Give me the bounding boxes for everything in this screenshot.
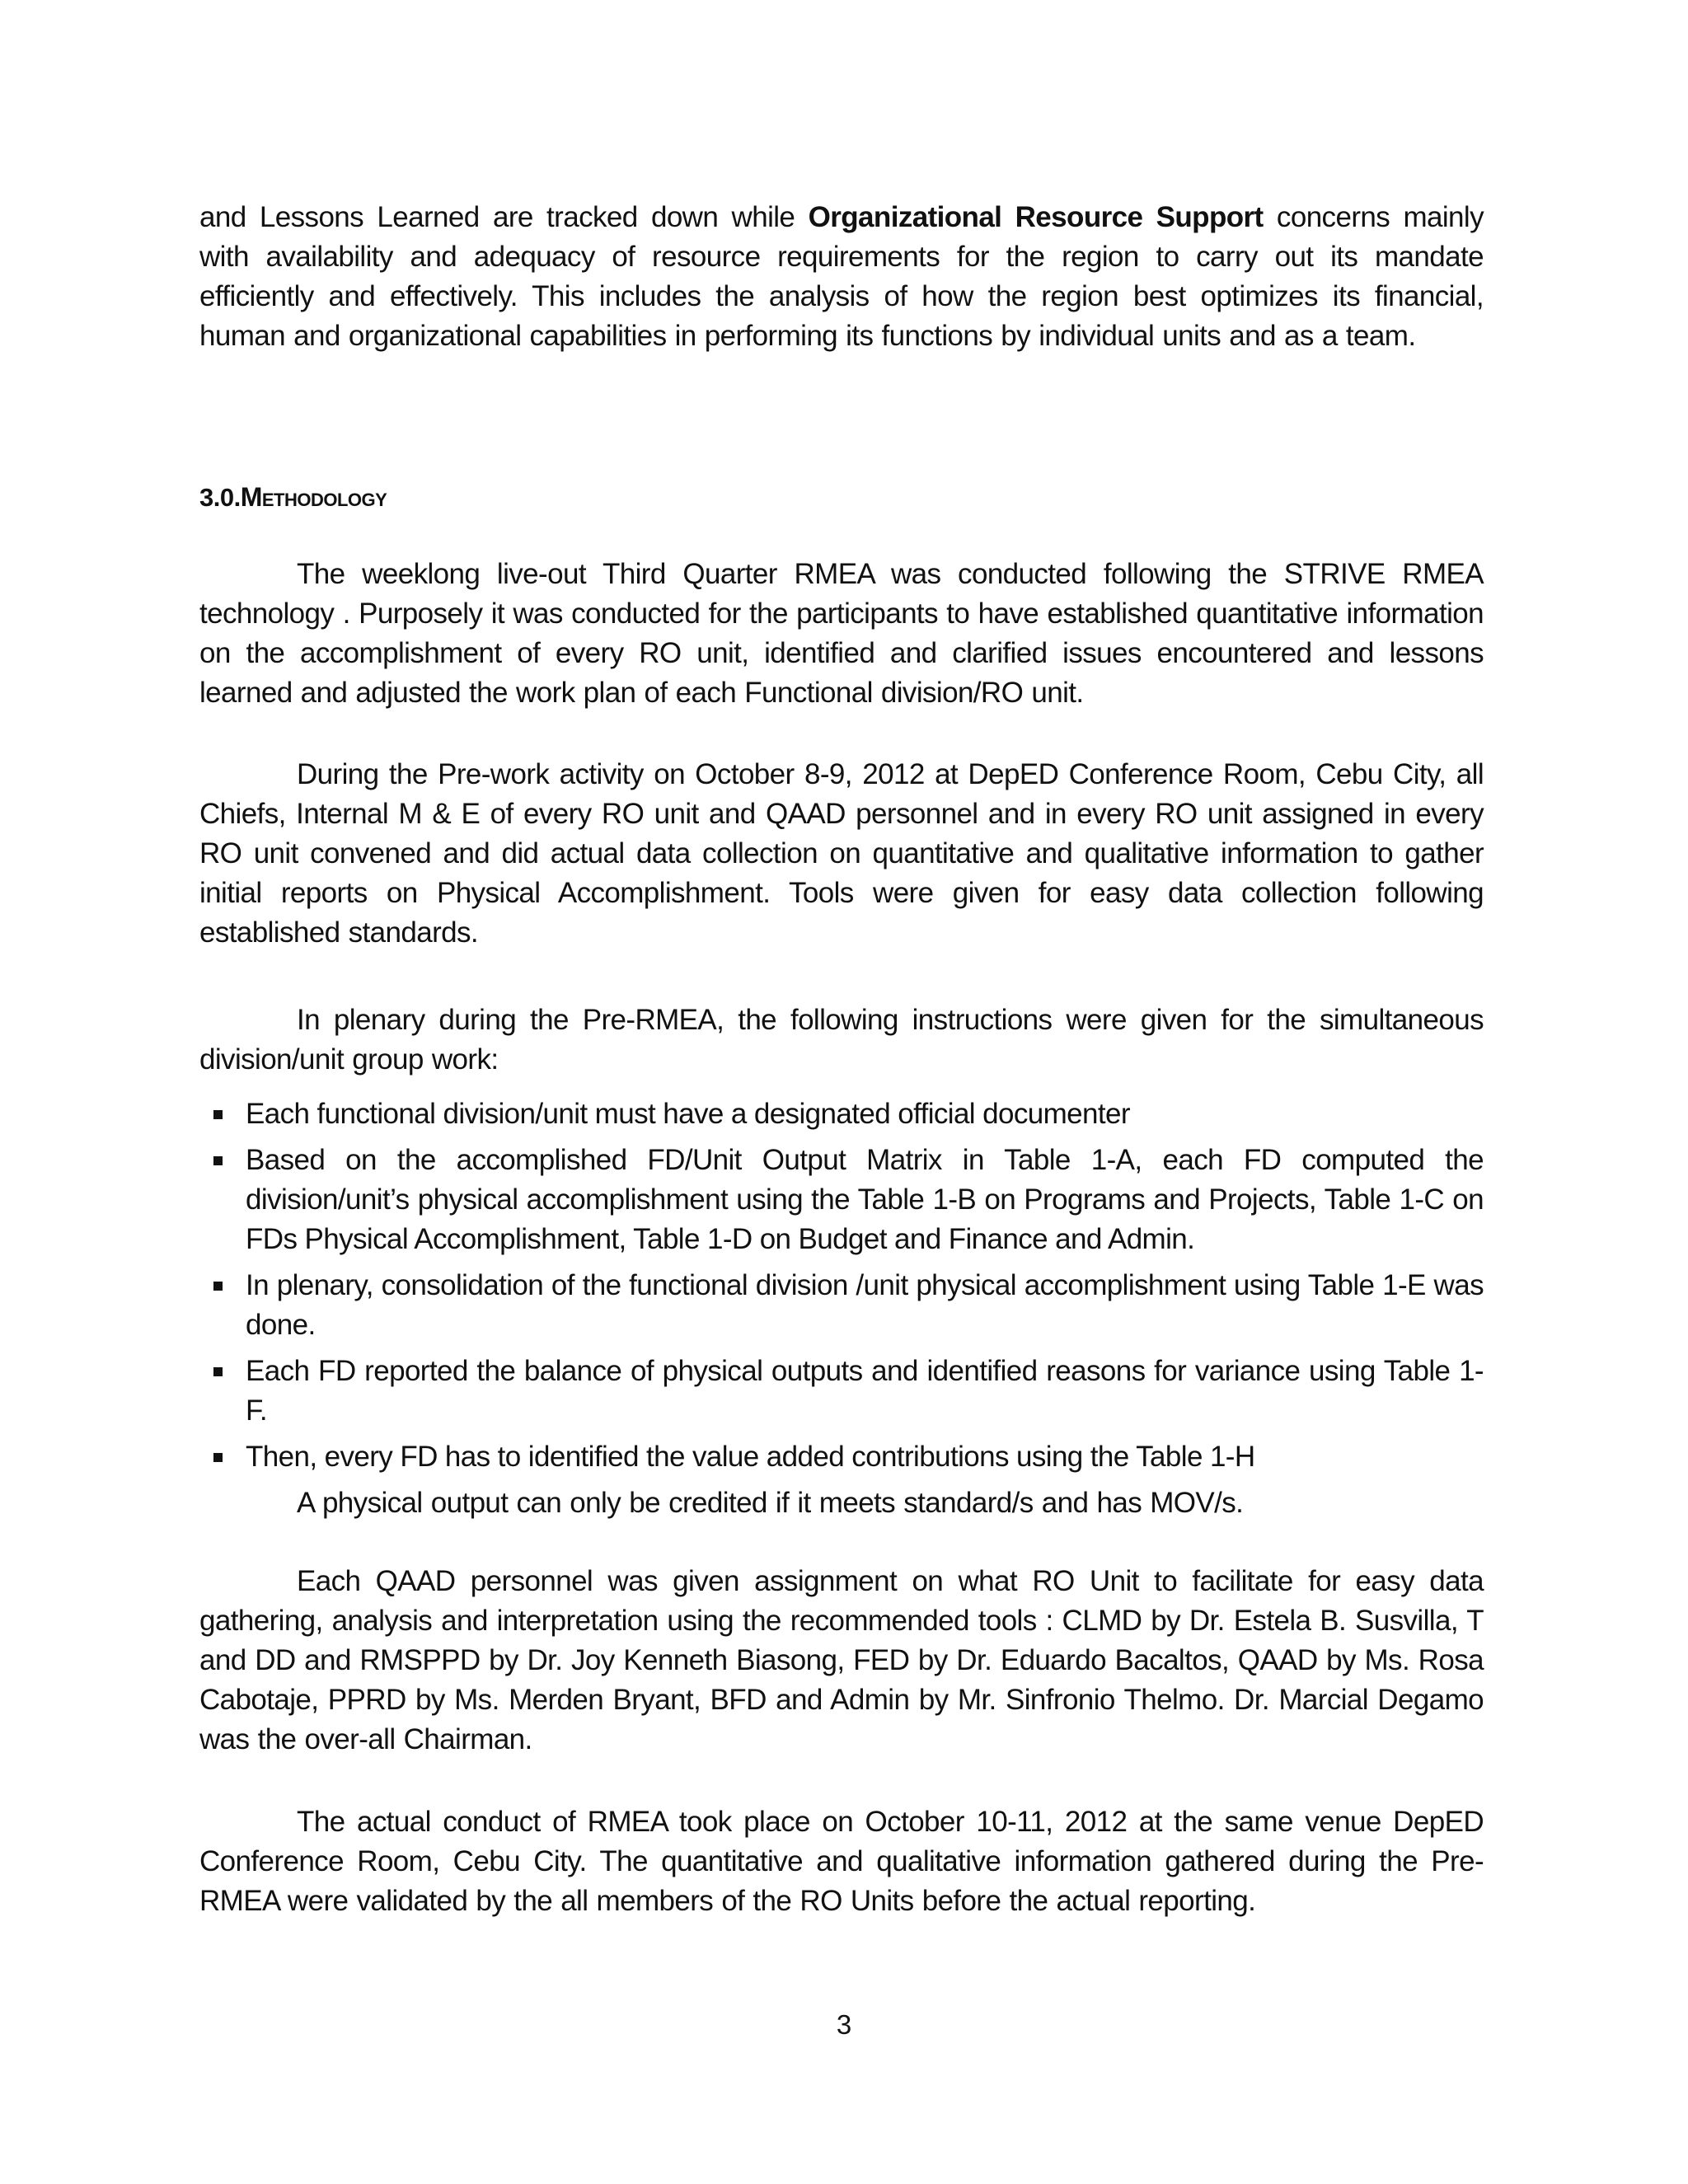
list-item-text: In plenary, consolidation of the functional division /unit physical accomplishment using Table 1-E was done. [246,1269,1484,1341]
square-bullet-icon [213,1110,223,1119]
list-item-text: Based on the accomplished FD/Unit Output Matrix in Table 1-A, each FD computed the division/unit’s physical accomplishment using the Table 1-B on Programs and Projects, Table 1-C on FDs Physical Accomplishment, Table 1-D on Budget and Finance and Admin. [246,1144,1484,1255]
square-bullet-icon [213,1367,223,1376]
section-heading-methodology [199,482,387,513]
list-item [199,1141,1484,1259]
paragraph-qaad-assignments: Each QAAD personnel was given assignment on what RO Unit to facilitate for easy data gathering, analysis and interpretation using the recommended tools : CLMD by Dr. Estela B. Susvilla, T and DD and RMSPPD by Dr. Joy Kenneth Biasong, FED by Dr. Eduardo Bacaltos, QAAD by Ms. Rosa Cabotaje, PPRD by Ms. Merden Bryant, BFD and Admin by Mr. Sinfronio Thelmo. Dr. Marcial Degamo was the over-all Chairman. [199,1565,1484,1755]
section-title: Methodology [240,482,387,512]
paragraph-plenary-instructions: In plenary during the Pre-RMEA, the following instructions were given for the simultaneous division/unit group work: [199,1004,1484,1076]
list-item [199,1352,1484,1431]
paragraph-pre-work-activity: During the Pre-work activity on October 8-9, 2012 at DepED Conference Room, Cebu City, all Chiefs, Internal M & E of every RO unit and QAAD personnel and in every RO unit assigned in every RO unit convened and did actual data collection on quantitative and qualitative information to gather initial reports on Physical Accomplishment. Tools were given for easy data collection following established standards. [199,758,1484,949]
section-number: 3.0. [199,483,241,512]
paragraph-1-remaining-text: concerns mainly with availability and adequacy of resource requirements for the region to carry out its mandate efficiently and effectively. This includes the analysis of how the region best optimizes its financial, human and organizational capabilities in performing its functions by individual units and as a team. [199,201,1484,352]
paragraph-resource-support [199,198,1484,356]
square-bullet-icon [213,1453,223,1462]
paragraph-1-lead-text: and Lessons Learned are tracked down while [199,201,809,233]
instruction-list [199,1094,1484,1483]
square-bullet-icon [213,1282,223,1291]
page-number: 3 [836,2009,852,2040]
list-item-text: Each functional division/unit must have a designated official documenter [246,1098,1130,1130]
list-item [199,1094,1484,1134]
list-item-text: Each FD reported the balance of physical outputs and identified reasons for variance using Table 1-F. [246,1355,1484,1427]
list-item [199,1266,1484,1345]
list-item-text: Then, every FD has to identified the value added contributions using the Table 1-H [246,1441,1255,1473]
organizational-resource-support-term: Organizational Resource Support [808,201,1264,233]
list-item [199,1437,1484,1477]
paragraph-physical-output-credit: A physical output can only be credited if it meets standard/s and has MOV/s. [297,1487,1244,1519]
paragraph-actual-conduct: The actual conduct of RMEA took place on October 10-11, 2012 at the same venue DepED Conference Room, Cebu City. The quantitative and qualitative information gathered during the Pre-RMEA were validated by the all members of the RO Units before the actual reporting. [199,1806,1484,1917]
square-bullet-icon [213,1156,223,1165]
paragraph-rmea-overview: The weeklong live-out Third Quarter RMEA was conducted following the STRIVE RMEA technology . Purposely it was conducted for the participants to have established quantitative information on the accomplishment of every RO unit, identified and clarified issues encountered and lessons learned and adjusted the work plan of each Functional division/RO unit. [199,558,1484,709]
